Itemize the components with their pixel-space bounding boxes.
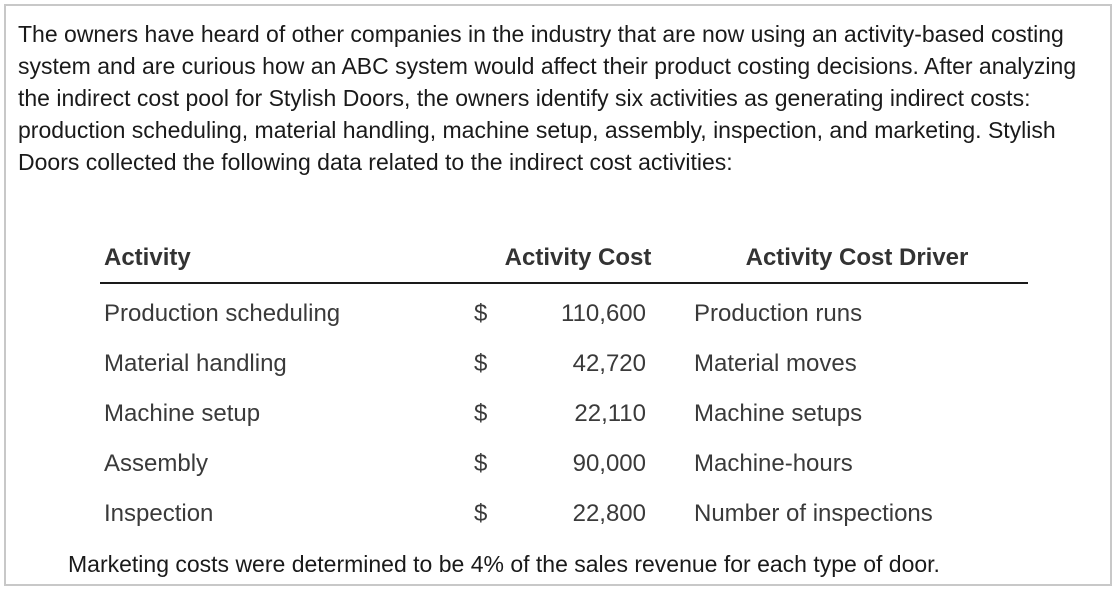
row-activity: Inspection — [104, 500, 214, 527]
row-driver: Number of inspections — [694, 500, 933, 527]
problem-panel — [4, 4, 1112, 586]
row-driver: Material moves — [694, 350, 857, 377]
row-driver: Machine-hours — [694, 450, 853, 477]
intro-paragraph: The owners have heard of other companies in the industry that are now using an activity-based costing system and are curious how an ABC system would affect their product costing decisions. After analyzing the indirect cost pool for Stylish Doors, the owners identify six activities as generating indirect costs: production scheduling, material handling, machine setup, assembly, inspection, and marketing. Stylish Doors collected the following data related to the indirect cost activities: — [18, 21, 1077, 175]
table-row — [100, 384, 1028, 434]
table-row — [100, 284, 1028, 334]
row-cost: 42,720 — [572, 350, 646, 377]
row-driver: Production runs — [694, 300, 863, 327]
table-header — [100, 238, 1028, 284]
row-currency: $ — [474, 300, 488, 327]
row-cost: 22,800 — [572, 500, 646, 527]
row-cost: 110,600 — [561, 300, 646, 327]
row-currency: $ — [474, 500, 488, 527]
row-activity: Assembly — [104, 450, 209, 477]
row-currency: $ — [474, 450, 488, 477]
header-cost-driver: Activity Cost Driver — [745, 244, 969, 271]
row-cost: 90,000 — [572, 450, 646, 477]
marketing-note: Marketing costs were determined to be 4% of the sales revenue for each type of door. — [68, 551, 940, 577]
header-activity-cost: Activity Cost — [504, 244, 652, 271]
row-currency: $ — [474, 350, 488, 377]
activity-cost-table — [100, 238, 1028, 534]
row-currency: $ — [474, 400, 488, 427]
table-row — [100, 484, 1028, 534]
table-row — [100, 334, 1028, 384]
row-driver: Machine setups — [694, 400, 863, 427]
table-row — [100, 434, 1028, 484]
row-activity: Production scheduling — [104, 300, 341, 327]
row-cost: 22,110 — [574, 400, 646, 427]
row-activity: Material handling — [104, 350, 287, 377]
header-activity: Activity — [104, 244, 191, 271]
row-activity: Machine setup — [104, 400, 261, 427]
